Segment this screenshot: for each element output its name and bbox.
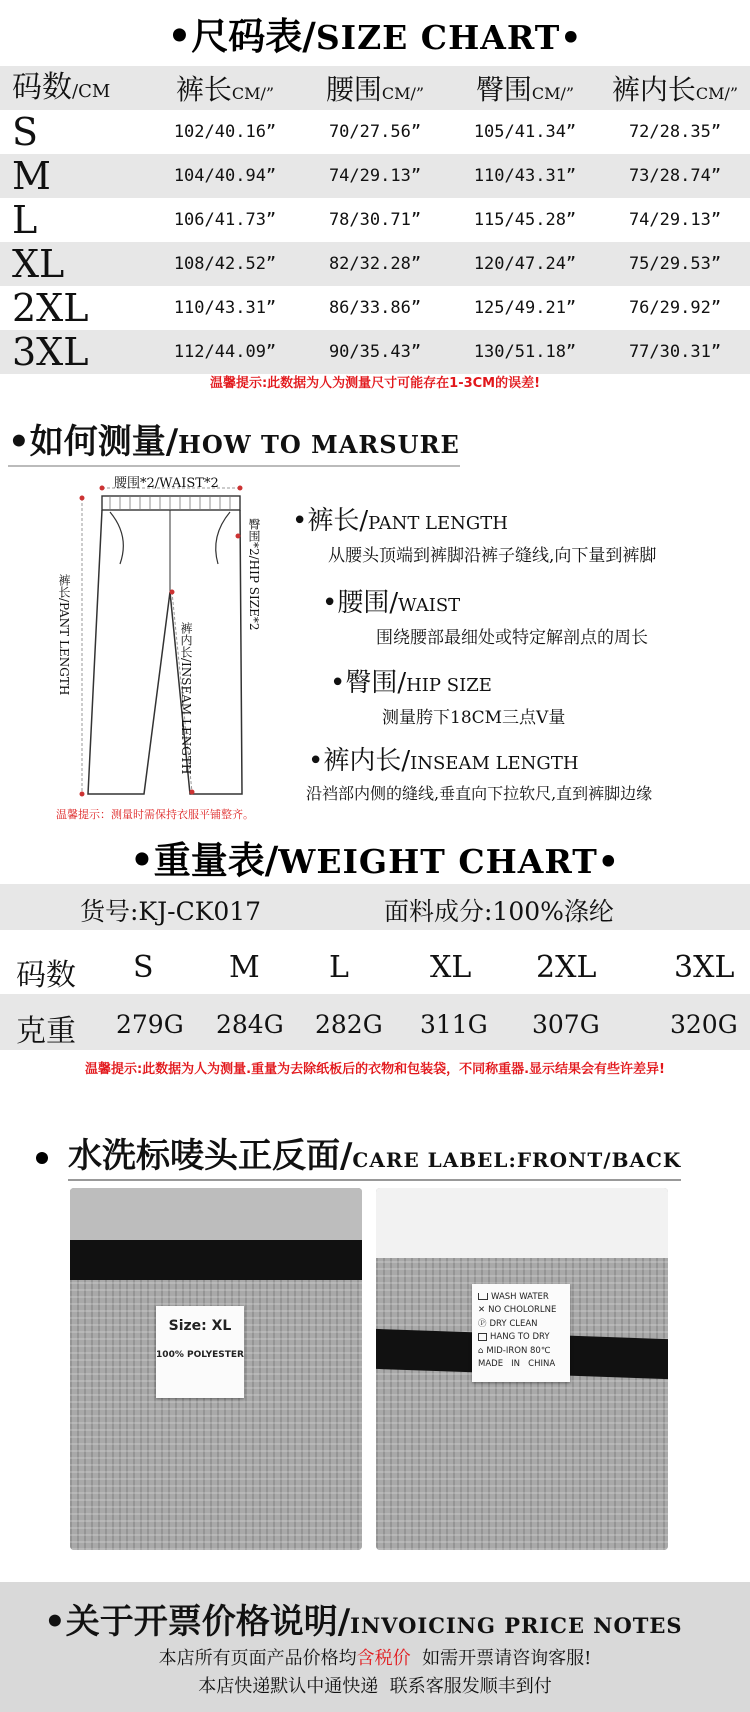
- weight-size-2xl: 2XL: [536, 950, 597, 985]
- iron-icon: ⌂: [478, 1345, 484, 1356]
- header-inseam-unit: CM/”: [695, 84, 739, 103]
- header-length-unit: CM/”: [231, 84, 275, 103]
- back-care-tag: [472, 1284, 570, 1382]
- size-chart-title-en: SIZE CHART•: [315, 18, 583, 57]
- dry-clean-icon: Ⓟ: [478, 1318, 487, 1329]
- length-title-cn: •裤长/: [292, 506, 369, 536]
- care-line-origin: MADE IN CHINA: [478, 1359, 556, 1370]
- wash-water-icon: [478, 1293, 488, 1300]
- invoice-line-1-pre: 本店所有页面产品价格均: [158, 1648, 357, 1669]
- hip-cell: 115/45.28”: [473, 210, 577, 230]
- weight-meta-row: [0, 884, 750, 930]
- invoice-title-en: INVOICING PRICE NOTES: [350, 1613, 683, 1638]
- inseam-title-en: INSEAM LENGTH: [410, 753, 579, 774]
- weight-value-3xl: 320G: [670, 1010, 738, 1039]
- inseam-diagram-label: 裤内长/INSEAM LENGTH: [179, 622, 193, 775]
- weight-value-l: 282G: [315, 1010, 383, 1039]
- care-photo-back: [376, 1188, 668, 1550]
- inseam-cell: 73/28.74”: [628, 166, 722, 186]
- length-diagram-label: 裤长/PANT LENGTH: [57, 574, 71, 696]
- pants-outline-icon: [52, 474, 272, 804]
- invoice-title: [44, 1594, 683, 1643]
- weight-size-l: L: [329, 950, 349, 985]
- measure-tip: 温馨提示：测量时需保持衣服平铺整齐。: [56, 808, 254, 821]
- header-hip: 臀围: [475, 73, 532, 106]
- size-cell: 3XL: [12, 330, 89, 374]
- header-hip-unit: CM/”: [531, 84, 575, 103]
- header-length: 裤长: [175, 73, 232, 106]
- hang-dry-icon: [478, 1333, 487, 1341]
- size-chart-note: 温馨提示:此数据为人为测量尺寸可能存在1-3CM的误差!: [209, 376, 541, 391]
- hip-title-cn: •臀围/: [330, 668, 407, 698]
- length-desc: 从腰头顶端到裤脚沿裤子缝线,向下量到裤脚: [328, 546, 657, 566]
- fabric-composition: 面料成分:100%涤纶: [384, 897, 614, 926]
- weight-chart-title: [0, 830, 750, 884]
- care-photo-front: [70, 1188, 362, 1550]
- hip-diagram-label: 臀围*2/HIP SIZE*2: [247, 518, 261, 631]
- hip-cell: 125/49.21”: [473, 298, 577, 318]
- length-title-en: PANT LENGTH: [368, 513, 508, 534]
- weight-value-row: [0, 994, 750, 1050]
- waist-title-cn: •腰围/: [322, 588, 399, 618]
- waist-title-en: WAIST: [398, 595, 461, 616]
- weight-size-m: M: [229, 950, 260, 985]
- table-row: [0, 198, 750, 242]
- weight-size-xl: XL: [430, 950, 472, 985]
- item-number: 货号:KJ-CK017: [80, 897, 262, 926]
- table-row: [0, 110, 750, 154]
- size-row-label: 码数: [16, 958, 76, 993]
- weight-chart-note: 温馨提示:此数据为人为测量.重量为去除纸板后的衣物和包装袋，不同称重器.显示结果会有些许差异!: [84, 1062, 665, 1077]
- size-cell: 2XL: [12, 286, 89, 330]
- hip-title-en: HIP SIZE: [406, 675, 492, 696]
- waist-desc: 围绕腰部最细处或特定解剖点的周长: [376, 628, 648, 648]
- header-inseam: 裤内长: [611, 73, 696, 106]
- measure-title: [8, 414, 460, 467]
- header-size-unit: /CM: [72, 81, 111, 102]
- invoice-line-2: 本店快递默认中通快递 联系客服发顺丰到付: [198, 1676, 552, 1697]
- tax-included-highlight: 含税价: [356, 1648, 411, 1669]
- care-title-cn: 水洗标唛头正反面/: [68, 1136, 353, 1176]
- waist-cell: 70/27.56”: [328, 122, 422, 142]
- table-row: [0, 286, 750, 330]
- hip-cell: 110/43.31”: [473, 166, 577, 186]
- waist-diagram-label: 腰围*2/WAIST*2: [114, 476, 219, 491]
- size-cell: S: [12, 110, 39, 154]
- invoice-line-1: [0, 1644, 750, 1670]
- waist-cell: 86/33.86”: [328, 298, 422, 318]
- size-cell: M: [12, 154, 51, 198]
- weight-chart-title-cn: •重量表/: [130, 838, 279, 882]
- care-line-dry-clean: DRY CLEAN: [489, 1318, 538, 1329]
- length-cell: 110/43.31”: [173, 298, 277, 318]
- care-line-wash: WASH WATER: [491, 1292, 549, 1302]
- measure-item-hip: [330, 662, 565, 728]
- length-cell: 104/40.94”: [173, 166, 277, 186]
- weight-value-m: 284G: [216, 1010, 284, 1039]
- waist-cell: 82/32.28”: [328, 254, 422, 274]
- table-row: [0, 242, 750, 286]
- care-line-hang: HANG TO DRY: [490, 1332, 550, 1343]
- waist-cell: 78/30.71”: [328, 210, 422, 230]
- care-line-bleach: NO CHOLORLNE: [488, 1305, 557, 1316]
- weight-value-xl: 311G: [420, 1010, 488, 1039]
- care-title-en: CARE LABEL:FRONT/BACK: [352, 1148, 682, 1172]
- size-cell: L: [12, 198, 38, 242]
- weight-value-2xl: 307G: [532, 1010, 600, 1039]
- inseam-desc: 沿裆部内侧的缝线,垂直向下拉软尺,直到裤脚边缘: [306, 784, 653, 803]
- hip-cell: 120/47.24”: [473, 254, 577, 274]
- measure-item-inseam: [308, 740, 652, 804]
- table-row: [0, 330, 750, 374]
- inseam-cell: 72/28.35”: [628, 122, 722, 142]
- weight-size-3xl: 3XL: [674, 950, 735, 985]
- waist-cell: 74/29.13”: [328, 166, 422, 186]
- size-chart-title-cn: •尺码表/: [167, 14, 316, 58]
- front-care-tag: [156, 1306, 244, 1398]
- invoice-title-cn: •关于开票价格说明/: [44, 1602, 351, 1642]
- measure-item-length: [292, 500, 656, 566]
- size-chart-title: [0, 6, 750, 60]
- hip-cell: 105/41.34”: [473, 122, 577, 142]
- weight-size-s: S: [133, 950, 154, 985]
- front-tag-size-value: XL: [211, 1318, 232, 1334]
- invoice-notes-footer: [0, 1582, 750, 1712]
- length-cell: 108/42.52”: [173, 254, 277, 274]
- weight-value-s: 279G: [116, 1010, 184, 1039]
- inseam-cell: 76/29.92”: [628, 298, 722, 318]
- length-cell: 106/41.73”: [173, 210, 277, 230]
- care-line-iron: MID-IRON 80℃: [486, 1345, 551, 1356]
- size-table: [0, 66, 750, 374]
- inseam-cell: 74/29.13”: [628, 210, 722, 230]
- hip-desc: 测量胯下18CM三点V量: [382, 708, 566, 728]
- weight-chart-title-en: WEIGHT CHART•: [278, 842, 620, 881]
- length-cell: 102/40.16”: [173, 122, 277, 142]
- front-tag-size-label: Size:: [168, 1318, 207, 1334]
- header-waist: 腰围: [325, 73, 382, 106]
- table-row: [0, 154, 750, 198]
- weight-row-label: 克重: [16, 1014, 76, 1049]
- size-table-header: [0, 66, 750, 110]
- inseam-title-cn: •裤内长/: [308, 746, 411, 776]
- size-cell: XL: [12, 242, 65, 286]
- inseam-cell: 75/29.53”: [628, 254, 722, 274]
- no-bleach-icon: ✕: [478, 1305, 486, 1316]
- front-tag-material: 100% POLYESTER: [156, 1350, 244, 1360]
- hip-cell: 130/51.18”: [473, 342, 577, 362]
- measure-title-en: HOW TO MARSURE: [178, 430, 460, 459]
- waist-cell: 90/35.43”: [328, 342, 422, 362]
- care-bullet-icon: [36, 1152, 48, 1164]
- measure-item-waist: [322, 582, 648, 648]
- length-cell: 112/44.09”: [173, 342, 277, 362]
- care-title: [68, 1128, 681, 1181]
- pants-diagram: [52, 474, 272, 804]
- measure-title-cn: •如何测量/: [8, 422, 179, 462]
- weight-size-row: [0, 938, 750, 994]
- header-size: 码数: [12, 70, 72, 105]
- header-waist-unit: CM/”: [381, 84, 425, 103]
- inseam-cell: 77/30.31”: [628, 342, 722, 362]
- invoice-line-1-post: 如需开票请咨询客服!: [410, 1648, 592, 1669]
